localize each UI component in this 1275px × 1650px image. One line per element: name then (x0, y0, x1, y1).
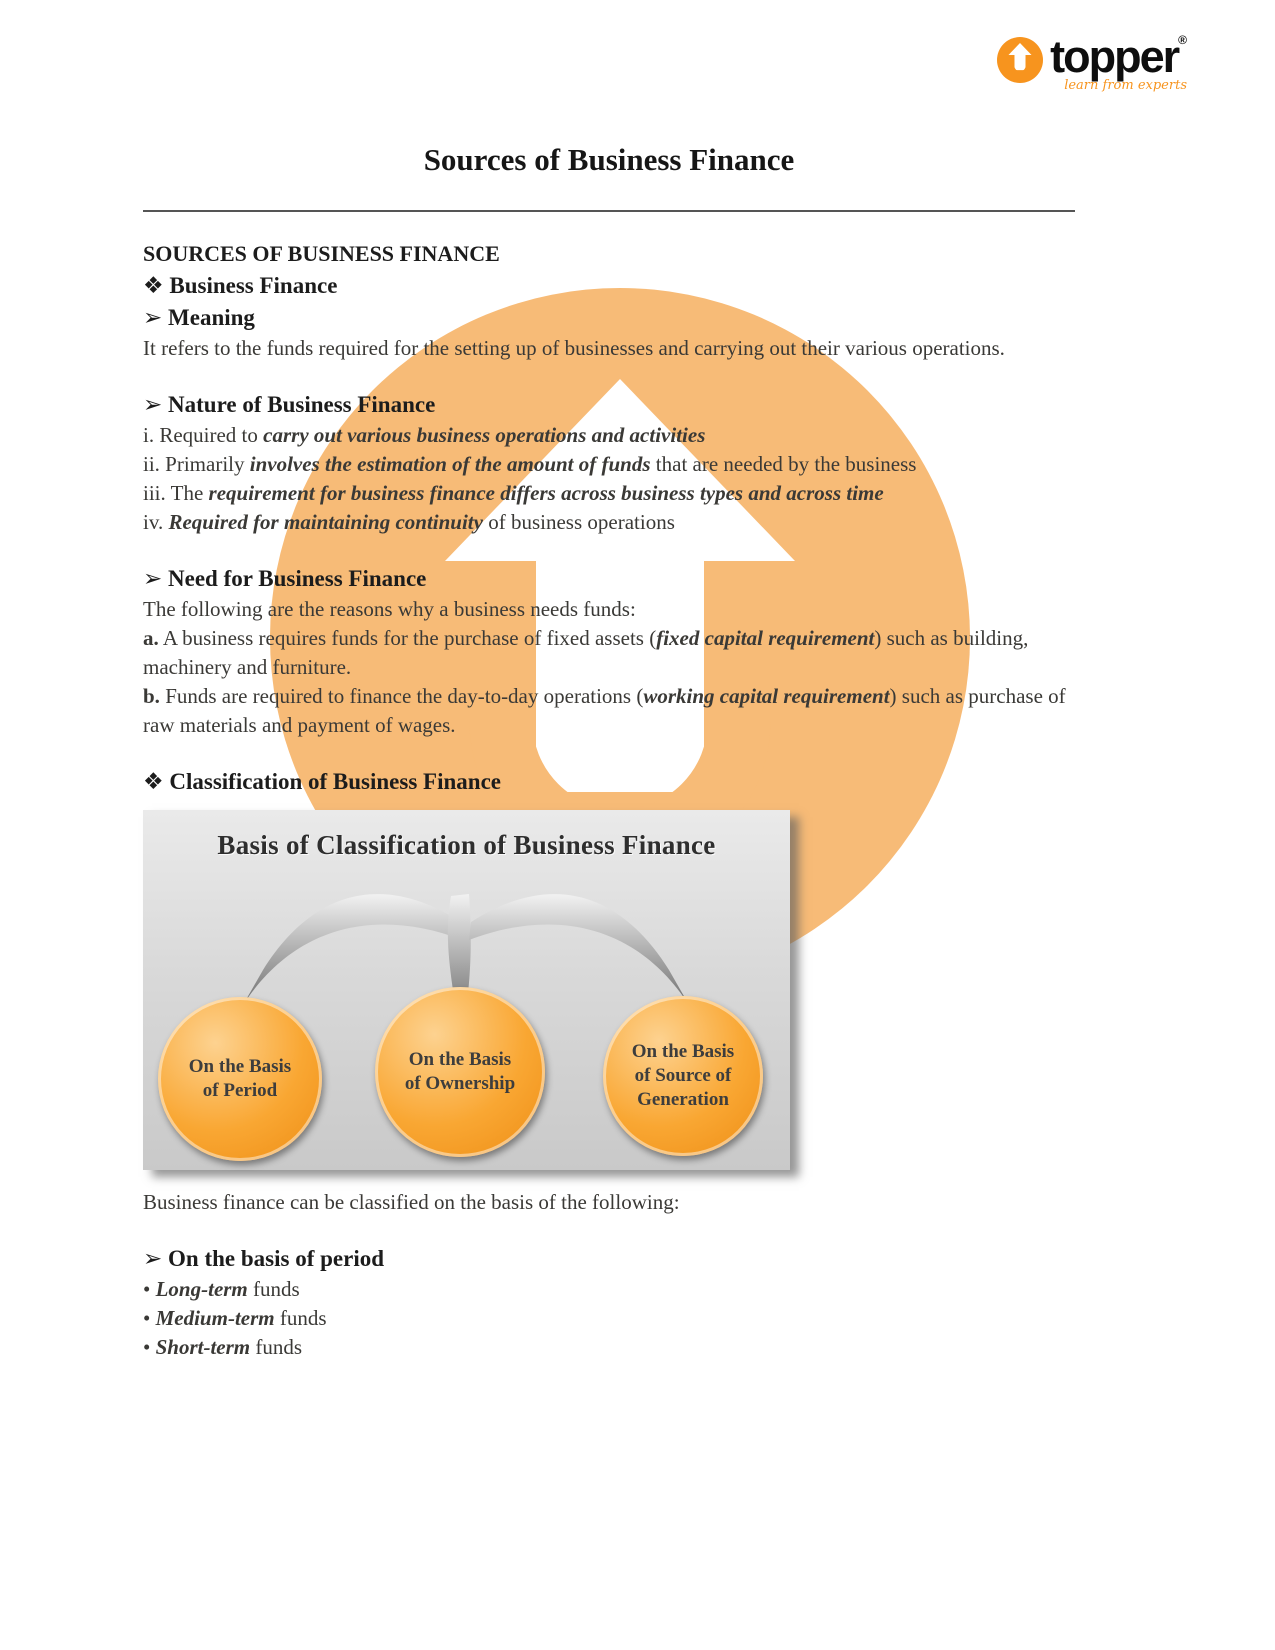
title-divider (143, 210, 1075, 212)
page-title: Sources of Business Finance (423, 142, 795, 177)
circle-label-line: Generation (637, 1089, 729, 1110)
section-heading-classification: ❖ Classification of Business Finance (143, 769, 501, 794)
paragraph-classified: Business finance can be classified on the basis of the following: (143, 1190, 680, 1214)
arrow-left-swoosh (243, 894, 463, 1005)
circle-label-line: of Period (202, 1080, 278, 1101)
diagram-circle-source (603, 996, 763, 1156)
circle-label-line: of Ownership (404, 1073, 516, 1094)
registered-symbol: ® (1178, 33, 1187, 47)
brand-logo (997, 31, 1187, 93)
section-heading-business-finance: ❖ Business Finance (143, 273, 338, 298)
brand-tagline: learn from experts (1064, 78, 1187, 93)
circle-label-line: On the Basis (408, 1049, 512, 1070)
document-content (0, 142, 1275, 1362)
list-item-nature-i: i. Required to carry out various business operations and activities (143, 423, 706, 447)
circle-label-line: of Source of (634, 1065, 732, 1086)
circle-label-line: On the Basis (631, 1041, 735, 1062)
list-item-medium-term: • Medium-term funds (143, 1306, 327, 1330)
diagram-circle-period (158, 997, 322, 1161)
brand-mark-icon (997, 37, 1043, 83)
list-item-nature-ii: ii. Primarily involves the estimation of the amount of funds that are needed by the business (143, 452, 917, 476)
section-heading-sources: SOURCES OF BUSINESS FINANCE (143, 241, 500, 266)
list-item-nature-iv: iv. Required for maintaining continuity of business operations (143, 510, 675, 534)
circle-label-line: On the Basis (188, 1056, 292, 1077)
brand-wordmark: topper (1050, 31, 1179, 82)
list-item-short-term: • Short-term funds (143, 1335, 303, 1359)
diagram-circle-ownership (375, 987, 545, 1157)
list-item-long-term: • Long-term funds (143, 1277, 300, 1301)
list-item-need-b: b. Funds are required to finance the day-to-day operations (working capital requirement) such as purchase of raw materials and payment of wages. (143, 684, 1066, 737)
paragraph-meaning: It refers to the funds required for the setting up of businesses and carrying out their various operations. (143, 336, 1005, 360)
subheading-basis-of-period: ➢ On the basis of period (143, 1246, 384, 1271)
diagram-title: Basis of Classification of Business Finance (217, 830, 716, 860)
subheading-meaning: ➢ Meaning (143, 305, 255, 330)
subheading-nature: ➢ Nature of Business Finance (143, 392, 436, 417)
list-item-need-a: a. A business requires funds for the purchase of fixed assets (fixed capital requirement) such as building, machinery and furniture. (143, 626, 1029, 679)
brand-text (1050, 31, 1187, 93)
paragraph-need-intro: The following are the reasons why a business needs funds: (143, 597, 636, 621)
arrow-right-swoosh (469, 894, 689, 1005)
classification-diagram (143, 810, 790, 1170)
subheading-need: ➢ Need for Business Finance (143, 566, 427, 591)
list-item-nature-iii: iii. The requirement for business finance differs across business types and across time (143, 481, 884, 505)
